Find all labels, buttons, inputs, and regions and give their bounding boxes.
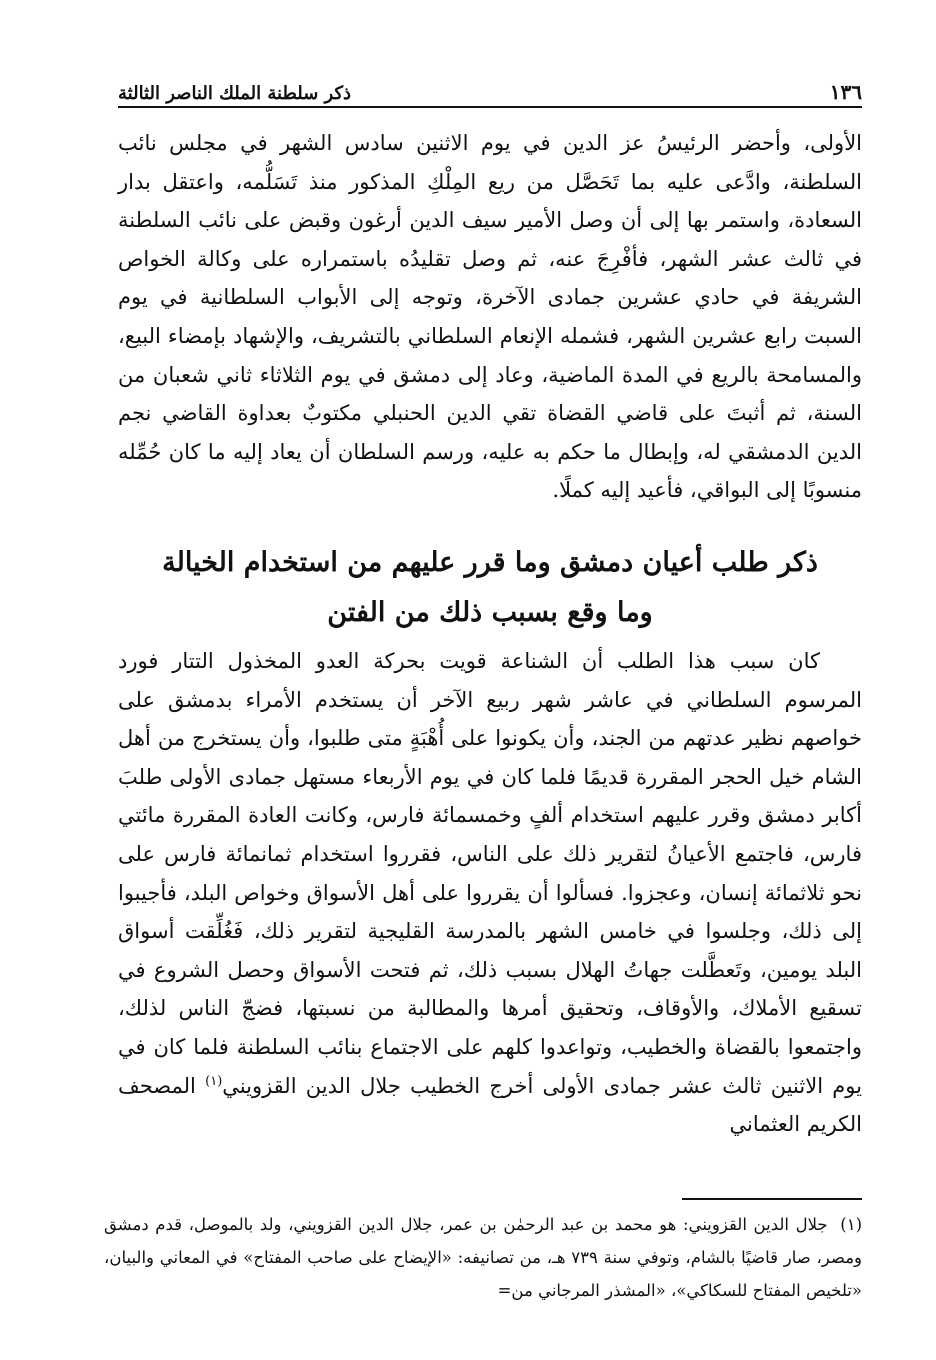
page-number: ١٣٦ [829,80,862,104]
footnote-number: (١) [840,1215,862,1234]
footnote-reference: (١) [205,1073,223,1089]
footnote-1 [104,1208,862,1307]
paragraph-continuation: الأولى، وأحضر الرئيسُ عز الدين في يوم الاثنين سادس الشهر في مجلس نائب السلطنة، وادَّعى عليه بما تَحَصَّل من ريع المِلْكِ المذكور منذ تَسَلُّمه، واعتقل بدار السعادة، واستمر بها إلى أن وصل الأمير سيف الدين أرغون وقبض على نائب السلطنة في ثالث عشر الشهر، فأفْرِجَ عنه، ثم وصل تقليدُه باستمراره على وكالة الخواص الشريفة في حادي عشرين جمادى الآخرة، وتوجه إلى الأبواب السلطانية في يوم السبت رابع عشرين الشهر، فشمله الإنعام السلطاني بالتشريف، والإشهاد بإمضاء البيع، والمسامحة بالريع في المدة الماضية، وعاد إلى دمشق في يوم الثلاثاء ثاني شعبان من السنة، ثم أثبتَ على قاضي القضاة تقي الدين الحنبلي مكتوبٌ بعداوة القاضي نجم الدين الدمشقي له، وإبطال ما حكم به عليه، ورسم السلطان أن يعاد إليه ما كان حُمِّله منسوبًا إلى البواقي، فأعيد إليه كملًا. [118,131,862,503]
running-title: ذكر سلطنة الملك الناصر الثالثة [118,83,352,104]
section-paragraph-tail: المصحف الكريم العثماني [118,1073,862,1137]
section-heading-line-2: وما وقع بسبب ذلك من الفتن [327,597,653,628]
section-paragraph-text: كان سبب هذا الطلب أن الشناعة قويت بحركة العدو المخذول التتار فورد المرسوم السلطاني في عاشر شهر ربيع الآخر أن يستخدم الأمراء بدمشق على خواصهم نظير عدتهم من الجند، وأن يكونوا على أُهْبَةٍ متى طلبوا، وأن يستخرج من أهل الشام خيل الحجر المقررة قديمًا فلما كان في يوم الأربعاء مستهل جمادى الأولى طلبَ أكابر دمشق وقرر عليهم استخدام ألفٍ وخمسمائة فارس، وكانت العادة المقررة مائتي فارس، فاجتمع الأعيانُ لتقرير ذلك على الناس، فقرروا استخدام ثمانمائة فارس على نحو ثلاثمائة إنسان، وعجزوا. فسألوا أن يقرروا على أهل الأسواق وخواص البلد، فأجيبوا إلى ذلك، وجلسوا في خامس الشهر بالمدرسة القليجية لتقرير ذلك، فَغُلِّقت أسواق البلد يومين، وتَعطَّلت جهاتُ الهلال بسبب ذلك، ثم فتحت الأسواق وحصل الشروع في تسقيع الأملاك، والأوقاف، وتحقيق أمرها والمطالبة من نسبتها، فضجّ الناس لذلك، واجتمعوا بالقضاة والخطيب، وتواعدوا كلهم على الاجتماع بنائب السلطنة فلما كان في يوم الاثنين ثالث عشر جمادى الأولى أخرج الخطيب جلال الدين القزويني [118,649,862,1098]
section-paragraph [118,642,862,1144]
footnote-text: جلال الدين القزويني: هو محمد بن عبد الرحمٰن بن عمر، جلال الدين القزويني، ولد بالموصل، قدم دمشق ومصر، صار قاضيًا بالشام، وتوفي سنة ٧٣٩ هـ، من تصانيفه: «الإيضاح على صاحب المفتاح» في المعاني والبيان، «تلخيص المفتاح للسكاكي»، «المشذر المرجاني من= [104,1215,862,1300]
section-heading [118,538,862,638]
main-text-block [118,124,862,510]
section-body [118,642,862,1144]
footnotes [104,1208,862,1307]
header-rule [118,106,862,108]
running-header [118,70,862,104]
footnote-separator [682,1198,862,1200]
section-heading-line-1: ذكر طلب أعيان دمشق وما قرر عليهم من استخدام الخيالة [162,547,818,578]
